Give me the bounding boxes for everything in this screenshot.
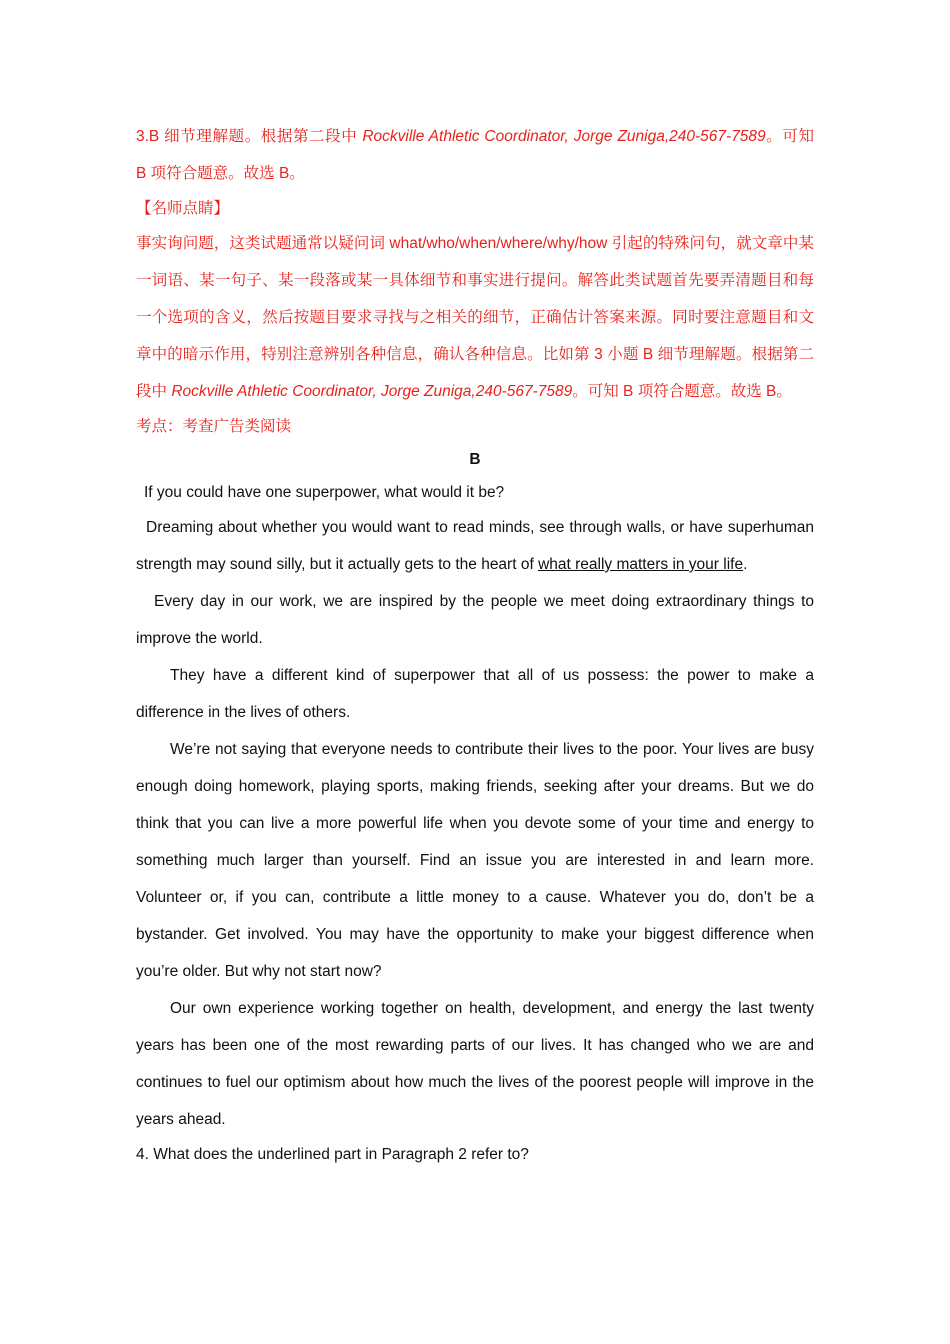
passage-paragraph-6: Our own experience working together on health, development, and energy the last twenty years has been one of the most rewarding parts of our lives. It has changed who we are and continues to fuel our optimism about how much the lives of the poorest people will improve in the years ahead. [136,1000,814,1128]
answer-suffix: 。可知 B 项符合题意。故选 B。 [136,128,814,182]
passage-paragraph-2 [136,509,814,583]
tip-body-text: 事实询问题，这类试题通常以疑问词 what/who/when/where/why/how 引起的特殊问句，就文章中某一词语、某一句子、某一段落或某一具体细节和事实进行提问。解答此类试题首先要弄清题目和每一个选项的含义，然后按题目要求寻找与之相关的细节，正确估计答案来源。同时要注意题目和文章中的暗示作用，特别注意辨别各种信息，确认各种信息。比如第 3 小题 B 细节理解题。根据第二段中 [136,235,814,400]
paragraph-2-text: Dreaming about whether you would want to read minds, see through walls, or have superhuman strength may sound silly, but it actually gets to the heart of [136,519,814,573]
tip-body [136,225,814,410]
passage-paragraph-4: They have a different kind of superpower that all of us possess: the power to make a difference in the lives of others. [136,667,814,721]
tip-quote: Rockville Athletic Coordinator, Jorge Zuniga,240-567-7589 [171,383,573,400]
tip-heading: 【名师点睛】 [136,200,230,217]
passage-paragraph-5: We’re not saying that everyone needs to contribute their lives to the poor. Your lives are busy enough doing homework, playing sports, making friends, seeking after your dreams. But we do think that you can live a more powerful life when you devote some of your time and energy to something much larger than yourself. Find an issue you are interested in and learn more. Volunteer or, if you can, contribute a little money to a cause. Whatever you do, don’t be a bystander. Get involved. You may have the opportunity to make your biggest difference when you’re older. But why not start now? [136,741,814,980]
tip-body-end: 。可知 B 项符合题意。故选 B。 [572,383,792,400]
answer-quote: Rockville Athletic Coordinator, Jorge Zuniga,240-567-7589 [362,128,766,145]
passage-paragraph-1: If you could have one superpower, what would it be? [144,484,505,501]
question-4: 4. What does the underlined part in Paragraph 2 refer to? [136,1146,529,1163]
document-page [136,118,814,1171]
answer-prefix: 3.B 细节理解题。根据第二段中 [136,128,363,145]
underlined-phrase: what really matters in your life [538,556,744,573]
passage-paragraph-3: Every day in our work, we are inspired by the people we meet doing extraordinary things to improve the world. [136,593,814,647]
answer-explanation [136,118,814,192]
kaodian-line: 考点：考查广告类阅读 [136,418,292,435]
section-label: B [469,451,481,468]
paragraph-2-end: . [743,556,748,573]
